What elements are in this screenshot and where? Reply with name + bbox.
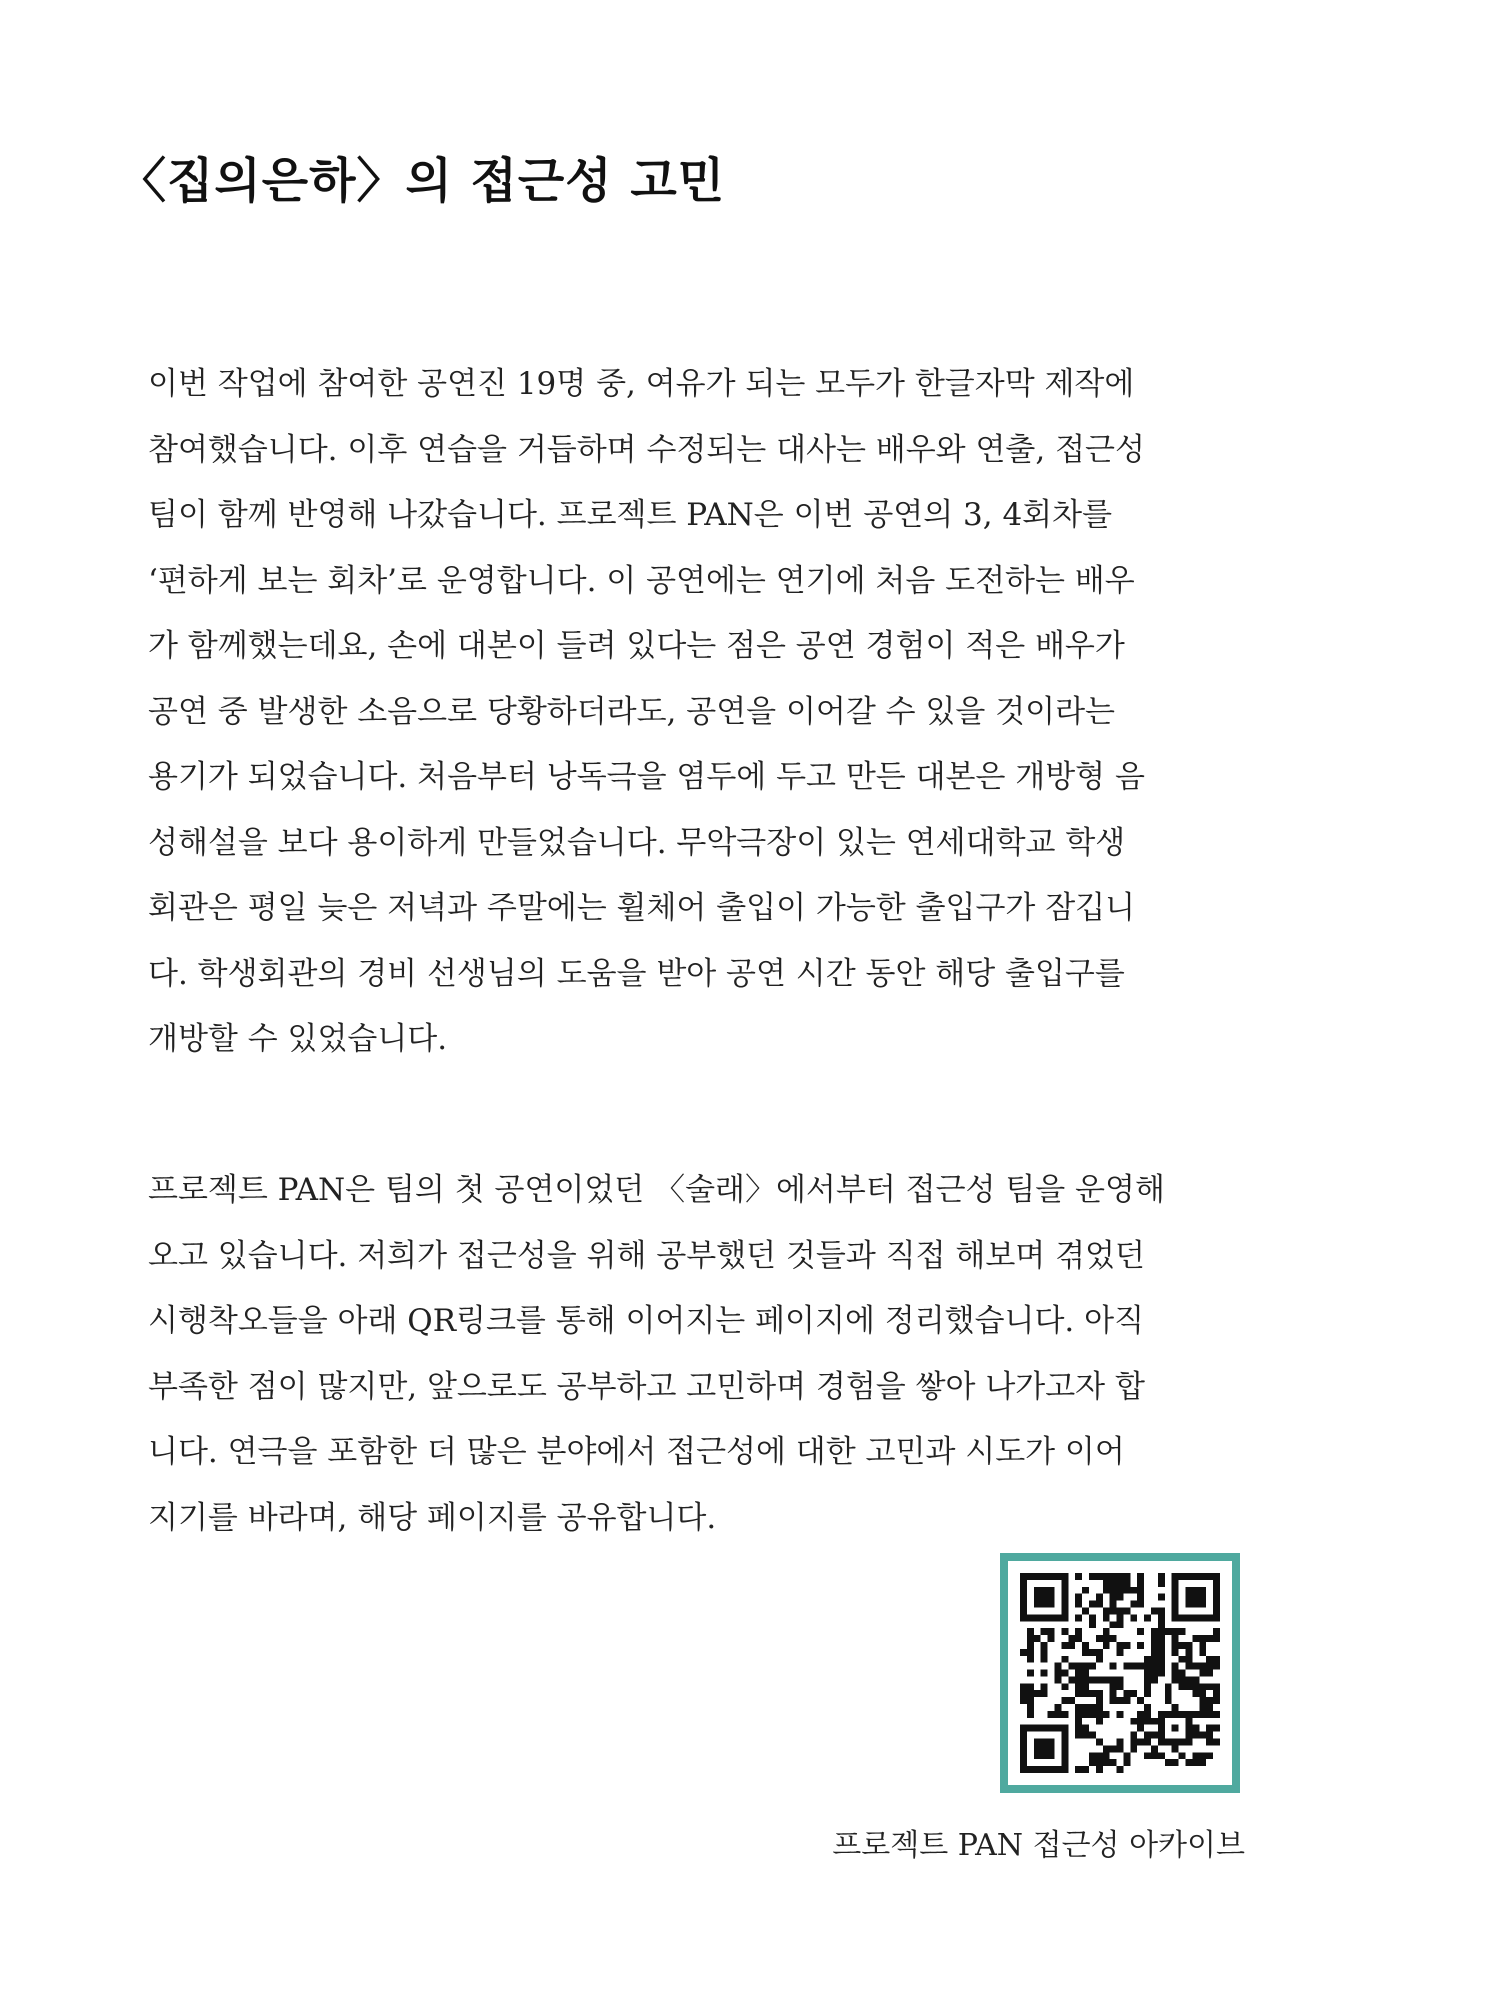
text-line: 부족한 점이 많지만, 앞으로도 공부하고 고민하며 경험을 쌓아 나가고자 합: [148, 1368, 1145, 1405]
text-line: 참여했습니다. 이후 연습을 거듭하며 수정되는 대사는 배우와 연출, 접근성: [148, 431, 1145, 468]
text-line: ‘편하게 보는 회차’로 운영합니다. 이 공연에는 연기에 처음 도전하는 배우: [148, 562, 1135, 599]
text-line: 이번 작업에 참여한 공연진 19명 중, 여유가 되는 모두가 한글자막 제작에: [148, 366, 1135, 402]
text-line: 공연 중 발생한 소음으로 당황하더라도, 공연을 이어갈 수 있을 것이라는: [148, 693, 1115, 730]
paragraph-accessibility-process: [148, 352, 1258, 1073]
text-line: 팀이 함께 반영해 나갔습니다. 프로젝트 PAN은 이번 공연의 3, 4회차를: [148, 497, 1113, 533]
text-line: 개방할 수 있었습니다.: [148, 1021, 448, 1057]
qr-code-frame[interactable]: [1000, 1553, 1240, 1793]
text-line: 시행착오들을 아래 QR링크를 통해 이어지는 페이지에 정리했습니다. 아직: [148, 1303, 1145, 1339]
qr-code-icon: [1020, 1573, 1220, 1773]
text-line: 다. 학생회관의 경비 선생님의 도움을 받아 공연 시간 동안 해당 출입구를: [148, 955, 1125, 992]
qr-caption: 프로젝트 PAN 접근성 아카이브: [832, 1828, 1245, 1863]
text-line: 가 함께했는데요, 손에 대본이 들려 있다는 점은 공연 경험이 적은 배우가: [148, 628, 1125, 664]
text-line: 성해설을 보다 용이하게 만들었습니다. 무악극장이 있는 연세대학교 학생: [148, 824, 1126, 861]
page-title: 〈집의은하〉의 접근성 고민: [118, 153, 726, 209]
text-line: 용기가 되었습니다. 처음부터 낭독극을 염두에 두고 만든 대본은 개방형 음: [148, 759, 1145, 795]
text-line: 오고 있습니다. 저희가 접근성을 위해 공부했던 것들과 직접 해보며 겪었던: [148, 1237, 1145, 1274]
text-line: 프로젝트 PAN은 팀의 첫 공연이었던 〈술래〉에서부터 접근성 팀을 운영해: [148, 1172, 1165, 1208]
text-line: 니다. 연극을 포함한 더 많은 분야에서 접근성에 대한 고민과 시도가 이어: [148, 1434, 1125, 1470]
text-line: 회관은 평일 늦은 저녁과 주말에는 휠체어 출입이 가능한 출입구가 잠깁니: [148, 890, 1136, 926]
paragraph-archive-intro: [148, 1158, 1258, 1551]
text-line: 지기를 바라며, 해당 페이지를 공유합니다.: [148, 1499, 717, 1536]
